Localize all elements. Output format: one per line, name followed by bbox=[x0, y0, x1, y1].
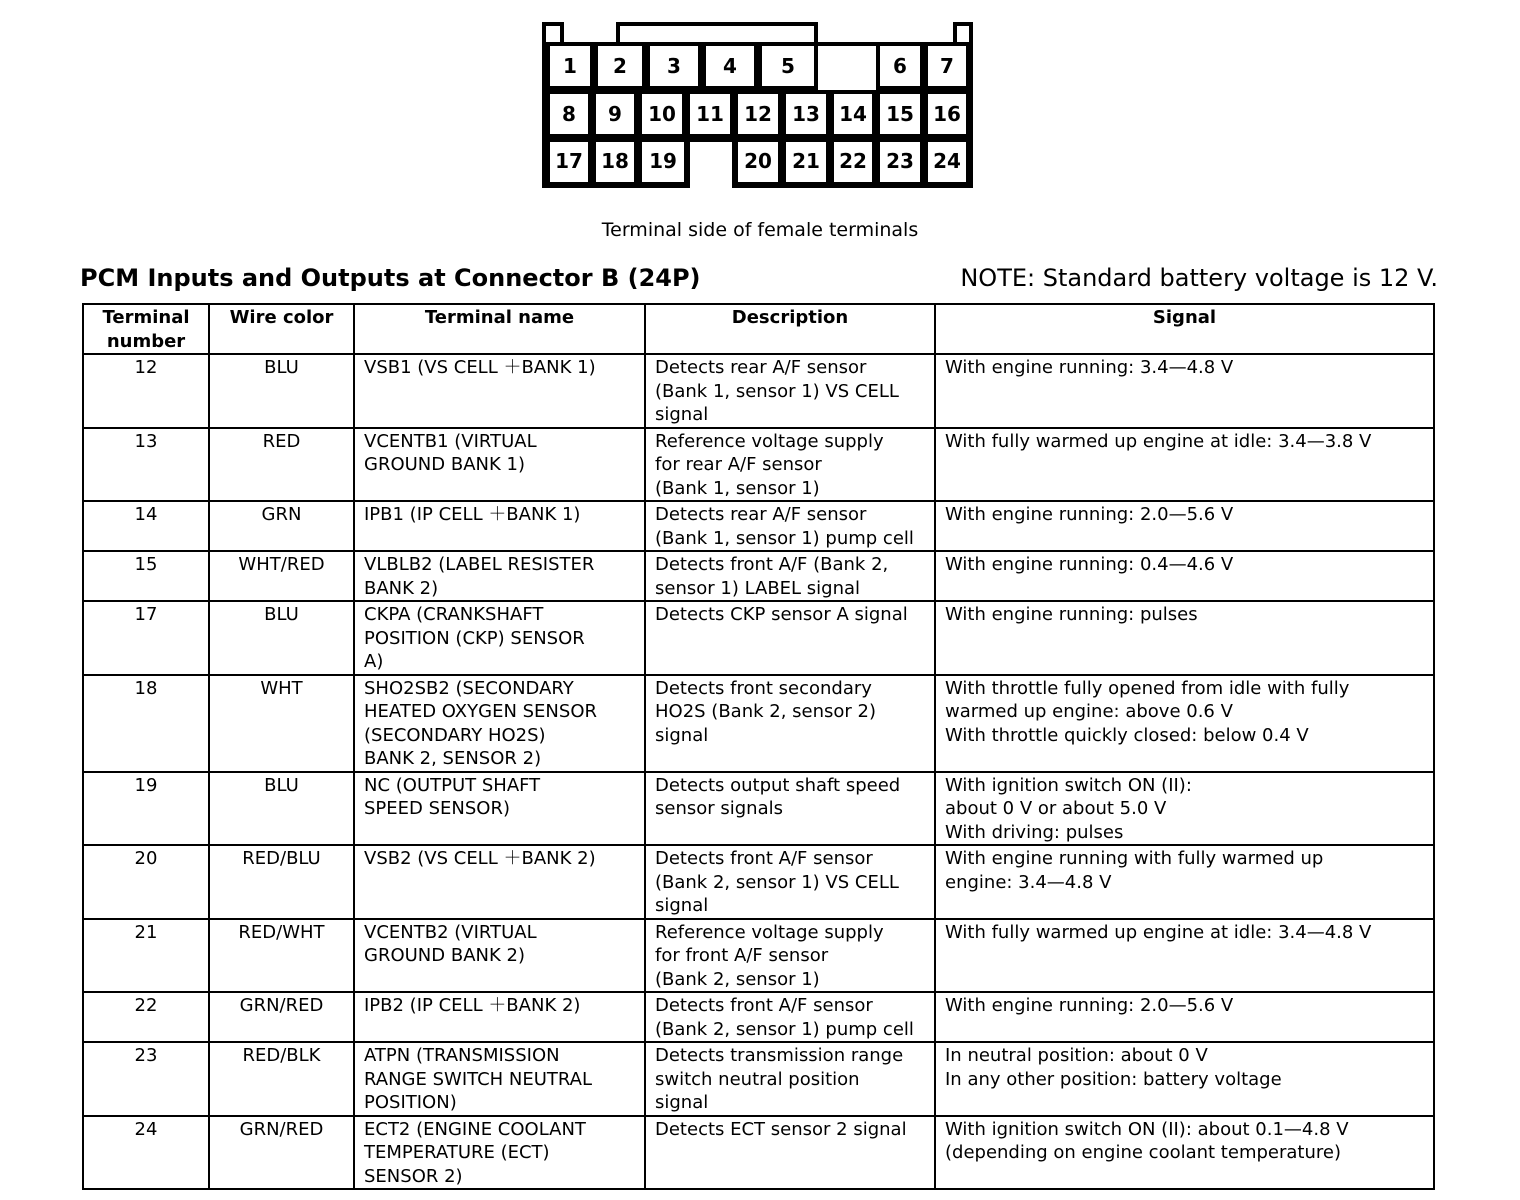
wire-color-cell: GRN/RED bbox=[209, 992, 354, 1042]
table-row bbox=[83, 675, 1434, 772]
terminal-name-cell: IPB2 (IP CELL ＋BANK 2) bbox=[354, 992, 645, 1042]
terminal-number-cell: 22 bbox=[83, 992, 209, 1042]
wire-color-cell: RED/WHT bbox=[209, 919, 354, 993]
pin-label: 1 bbox=[563, 54, 577, 78]
terminal-number-cell: 15 bbox=[83, 551, 209, 601]
table-row bbox=[83, 501, 1434, 551]
pin-label: 11 bbox=[696, 102, 724, 126]
pin-label: 12 bbox=[744, 102, 772, 126]
terminal-number-cell: 14 bbox=[83, 501, 209, 551]
column-header: Signal bbox=[935, 304, 1434, 354]
signal-cell: With engine running: pulses bbox=[935, 601, 1434, 675]
wire-color-cell: GRN bbox=[209, 501, 354, 551]
table-body bbox=[83, 354, 1434, 1189]
column-header: Terminal number bbox=[83, 304, 209, 354]
pin-label: 21 bbox=[792, 149, 820, 173]
description-cell: Detects transmission range switch neutral position signal bbox=[645, 1042, 935, 1116]
column-header: Wire color bbox=[209, 304, 354, 354]
pin-label: 2 bbox=[613, 54, 627, 78]
terminal-name-cell: NC (OUTPUT SHAFT SPEED SENSOR) bbox=[354, 772, 645, 846]
description-cell: Detects rear A/F sensor (Bank 1, sensor 1) pump cell bbox=[645, 501, 935, 551]
page-title: PCM Inputs and Outputs at Connector B (24P) bbox=[80, 264, 701, 292]
wire-color-cell: RED/BLU bbox=[209, 845, 354, 919]
pin-label: 13 bbox=[792, 102, 820, 126]
wire-color-cell: BLU bbox=[209, 601, 354, 675]
wire-color-cell: WHT bbox=[209, 675, 354, 772]
table-row bbox=[83, 1042, 1434, 1116]
terminal-name-cell: VLBLB2 (LABEL RESISTER BANK 2) bbox=[354, 551, 645, 601]
column-header: Terminal name bbox=[354, 304, 645, 354]
table-row bbox=[83, 919, 1434, 993]
table-row bbox=[83, 428, 1434, 502]
terminal-name-cell: ATPN (TRANSMISSION RANGE SWITCH NEUTRAL POSITION) bbox=[354, 1042, 645, 1116]
wire-color-cell: BLU bbox=[209, 354, 354, 428]
terminal-name-cell: VCENTB2 (VIRTUAL GROUND BANK 2) bbox=[354, 919, 645, 993]
terminal-name-cell: VSB1 (VS CELL ＋BANK 1) bbox=[354, 354, 645, 428]
signal-cell: With ignition switch ON (II): about 0 V or about 5.0 V With driving: pulses bbox=[935, 772, 1434, 846]
description-cell: Detects front A/F sensor (Bank 2, sensor 1) pump cell bbox=[645, 992, 935, 1042]
description-cell: Reference voltage supply for front A/F sensor (Bank 2, sensor 1) bbox=[645, 919, 935, 993]
wire-color-cell: GRN/RED bbox=[209, 1116, 354, 1190]
signal-cell: With fully warmed up engine at idle: 3.4—3.8 V bbox=[935, 428, 1434, 502]
description-cell: Detects front secondary HO2S (Bank 2, sensor 2) signal bbox=[645, 675, 935, 772]
terminal-name-cell: ECT2 (ENGINE COOLANT TEMPERATURE (ECT) SENSOR 2) bbox=[354, 1116, 645, 1190]
signal-cell: With throttle fully opened from idle with fully warmed up engine: above 0.6 V With throttle quickly closed: below 0.4 V bbox=[935, 675, 1434, 772]
table-row bbox=[83, 601, 1434, 675]
terminal-name-cell: IPB1 (IP CELL ＋BANK 1) bbox=[354, 501, 645, 551]
terminal-name-cell: VSB2 (VS CELL ＋BANK 2) bbox=[354, 845, 645, 919]
description-cell: Detects ECT sensor 2 signal bbox=[645, 1116, 935, 1190]
terminal-number-cell: 13 bbox=[83, 428, 209, 502]
pin-label: 23 bbox=[886, 149, 914, 173]
terminal-number-cell: 12 bbox=[83, 354, 209, 428]
pin-label: 7 bbox=[940, 54, 954, 78]
pin-label: 16 bbox=[933, 102, 961, 126]
terminal-number-cell: 18 bbox=[83, 675, 209, 772]
pin-label: 22 bbox=[839, 149, 867, 173]
table-row bbox=[83, 1116, 1434, 1190]
pin-label: 6 bbox=[893, 54, 907, 78]
terminal-name-cell: CKPA (CRANKSHAFT POSITION (CKP) SENSOR A) bbox=[354, 601, 645, 675]
table-row bbox=[83, 551, 1434, 601]
wire-color-cell: RED bbox=[209, 428, 354, 502]
voltage-note: NOTE: Standard battery voltage is 12 V. bbox=[960, 264, 1438, 292]
table-row bbox=[83, 354, 1434, 428]
pin-label: 17 bbox=[555, 149, 583, 173]
table-row bbox=[83, 992, 1434, 1042]
connector-diagram bbox=[0, 0, 1520, 200]
pin-label: 15 bbox=[886, 102, 914, 126]
pin-label: 5 bbox=[781, 54, 795, 78]
terminal-number-cell: 24 bbox=[83, 1116, 209, 1190]
signal-cell: With engine running with fully warmed up engine: 3.4—4.8 V bbox=[935, 845, 1434, 919]
pin-label: 14 bbox=[839, 102, 867, 126]
pin-label: 18 bbox=[601, 149, 629, 173]
pin-label: 3 bbox=[667, 54, 681, 78]
signal-cell: With ignition switch ON (II): about 0.1—4.8 V (depending on engine coolant temperature) bbox=[935, 1116, 1434, 1190]
pin-label: 19 bbox=[649, 149, 677, 173]
terminal-name-cell: VCENTB1 (VIRTUAL GROUND BANK 1) bbox=[354, 428, 645, 502]
description-cell: Detects front A/F (Bank 2, sensor 1) LABEL signal bbox=[645, 551, 935, 601]
description-cell: Detects rear A/F sensor (Bank 1, sensor 1) VS CELL signal bbox=[645, 354, 935, 428]
signal-cell: With engine running: 3.4—4.8 V bbox=[935, 354, 1434, 428]
wire-color-cell: RED/BLK bbox=[209, 1042, 354, 1116]
wire-color-cell: WHT/RED bbox=[209, 551, 354, 601]
pinout-table bbox=[82, 303, 1435, 1190]
terminal-name-cell: SHO2SB2 (SECONDARY HEATED OXYGEN SENSOR (SECONDARY HO2S) BANK 2, SENSOR 2) bbox=[354, 675, 645, 772]
pin-label: 24 bbox=[933, 149, 961, 173]
pin-label: 9 bbox=[608, 102, 622, 126]
pin-label: 4 bbox=[723, 54, 737, 78]
signal-cell: With fully warmed up engine at idle: 3.4—4.8 V bbox=[935, 919, 1434, 993]
pin-label: 8 bbox=[562, 102, 576, 126]
terminal-number-cell: 17 bbox=[83, 601, 209, 675]
signal-cell: In neutral position: about 0 V In any other position: battery voltage bbox=[935, 1042, 1434, 1116]
terminal-number-cell: 19 bbox=[83, 772, 209, 846]
signal-cell: With engine running: 2.0—5.6 V bbox=[935, 992, 1434, 1042]
terminal-number-cell: 23 bbox=[83, 1042, 209, 1116]
wire-color-cell: BLU bbox=[209, 772, 354, 846]
pin-label: 20 bbox=[744, 149, 772, 173]
terminal-number-cell: 21 bbox=[83, 919, 209, 993]
table-row bbox=[83, 845, 1434, 919]
terminal-number-cell: 20 bbox=[83, 845, 209, 919]
connector-caption: Terminal side of female terminals bbox=[601, 219, 919, 241]
column-header: Description bbox=[645, 304, 935, 354]
description-cell: Reference voltage supply for rear A/F sensor (Bank 1, sensor 1) bbox=[645, 428, 935, 502]
description-cell: Detects front A/F sensor (Bank 2, sensor 1) VS CELL signal bbox=[645, 845, 935, 919]
table-row bbox=[83, 772, 1434, 846]
pin-label: 10 bbox=[648, 102, 676, 126]
signal-cell: With engine running: 2.0—5.6 V bbox=[935, 501, 1434, 551]
signal-cell: With engine running: 0.4—4.6 V bbox=[935, 551, 1434, 601]
table-header-row bbox=[83, 304, 1434, 354]
description-cell: Detects output shaft speed sensor signals bbox=[645, 772, 935, 846]
description-cell: Detects CKP sensor A signal bbox=[645, 601, 935, 675]
